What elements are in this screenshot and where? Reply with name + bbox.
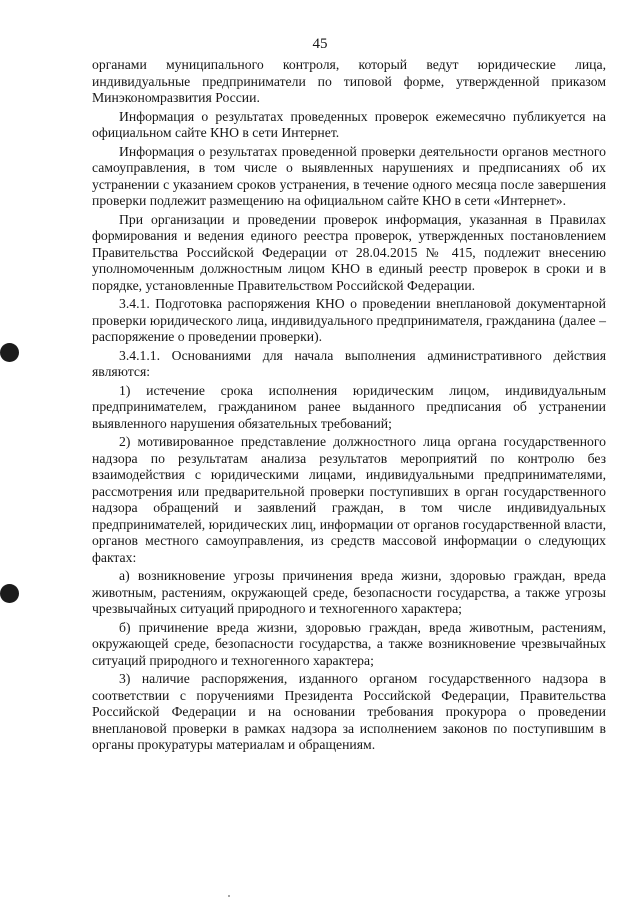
list-item-2b: б) причинение вреда жизни, здоровью граждан, вреда животным, растениям, окружающей среде, безопасности государства, а также возникновение чрезвычайных ситуаций природного и техногенного характера; bbox=[92, 619, 606, 668]
paragraph-publication: Информация о результатах проведенных проверок ежемесячно публикуется на официальном сайте КНО в сети Интернет. bbox=[92, 108, 606, 140]
list-item-1: 1) истечение срока исполнения юридическим лицом, индивидуальным предпринимателем, гражданином ранее выданного предписания об устранении выявленного нарушения обязательных требований; bbox=[92, 382, 606, 431]
document-body bbox=[92, 57, 606, 756]
paragraph-unified-register: При организации и проведении проверок информация, указанная в Правилах формирования и ведения единого реестра проверок, утвержденных постановлением Правительства Российской Федерации от 28.04.2015 № 415, подлежит внесению уполномоченным должностным лицом КНО в единый реестр проверок в сроки и в порядке, установленные Правительством Российской Федерации. bbox=[92, 211, 606, 293]
list-item-3: 3) наличие распоряжения, изданного органом государственного надзора в соответствии с поручениями Президента Российской Федерации, Правительства Российской Федерации и на основании требования прокурора о проведении внеплановой проверки в рамках надзора за исполнением законов по поступившим в органы прокуратуры материалам и обращениям. bbox=[92, 671, 606, 752]
paragraph-continuation: органами муниципального контроля, который ведут юридические лица, индивидуальные предприниматели по типовой форме, утвержденной приказом Минэкономразвития России. bbox=[92, 57, 606, 105]
page-number: 45 bbox=[312, 36, 328, 52]
paragraph-section-3-4-1: 3.4.1. Подготовка распоряжения КНО о проведении внеплановой документарной проверки юридического лица, индивидуального предпринимателя, гражданина (далее – распоряжение о проведении проверки). bbox=[92, 296, 606, 344]
paragraph-section-3-4-1-1: 3.4.1.1. Основаниями для начала выполнения административного действия являются: bbox=[92, 347, 606, 379]
scan-speck bbox=[228, 895, 230, 897]
binder-hole-bottom bbox=[0, 584, 19, 603]
list-item-2: 2) мотивированное представление должностного лица органа государственного надзора по результатам анализа результатов мероприятий по контролю без взаимодействия с юридическими лицами, индивидуальными предпринимателями, рассмотрения или предварительной проверки поступивших в орган государственного надзора обращений и заявлений граждан, в том числе индивидуальных предпринимателей, юридических лиц, информации от органов государственной власти, органов местного самоуправления, из средств массовой информации о следующих фактах: bbox=[92, 434, 606, 565]
binder-hole-top bbox=[0, 343, 19, 362]
paragraph-local-government-results: Информация о результатах проведенной проверки деятельности органов местного самоуправления, в том числе о выявленных нарушениях и предписаниях об их устранении с указанием сроков устранения, в течение одного месяца после завершения проверки подлежит размещению на официальном сайте КНО в сети «Интернет». bbox=[92, 143, 606, 208]
list-item-2a: а) возникновение угрозы причинения вреда жизни, здоровью граждан, вреда животным, растениям, окружающей среде, безопасности государства, а также угрозы чрезвычайных ситуаций природного и техногенного характера; bbox=[92, 568, 606, 616]
